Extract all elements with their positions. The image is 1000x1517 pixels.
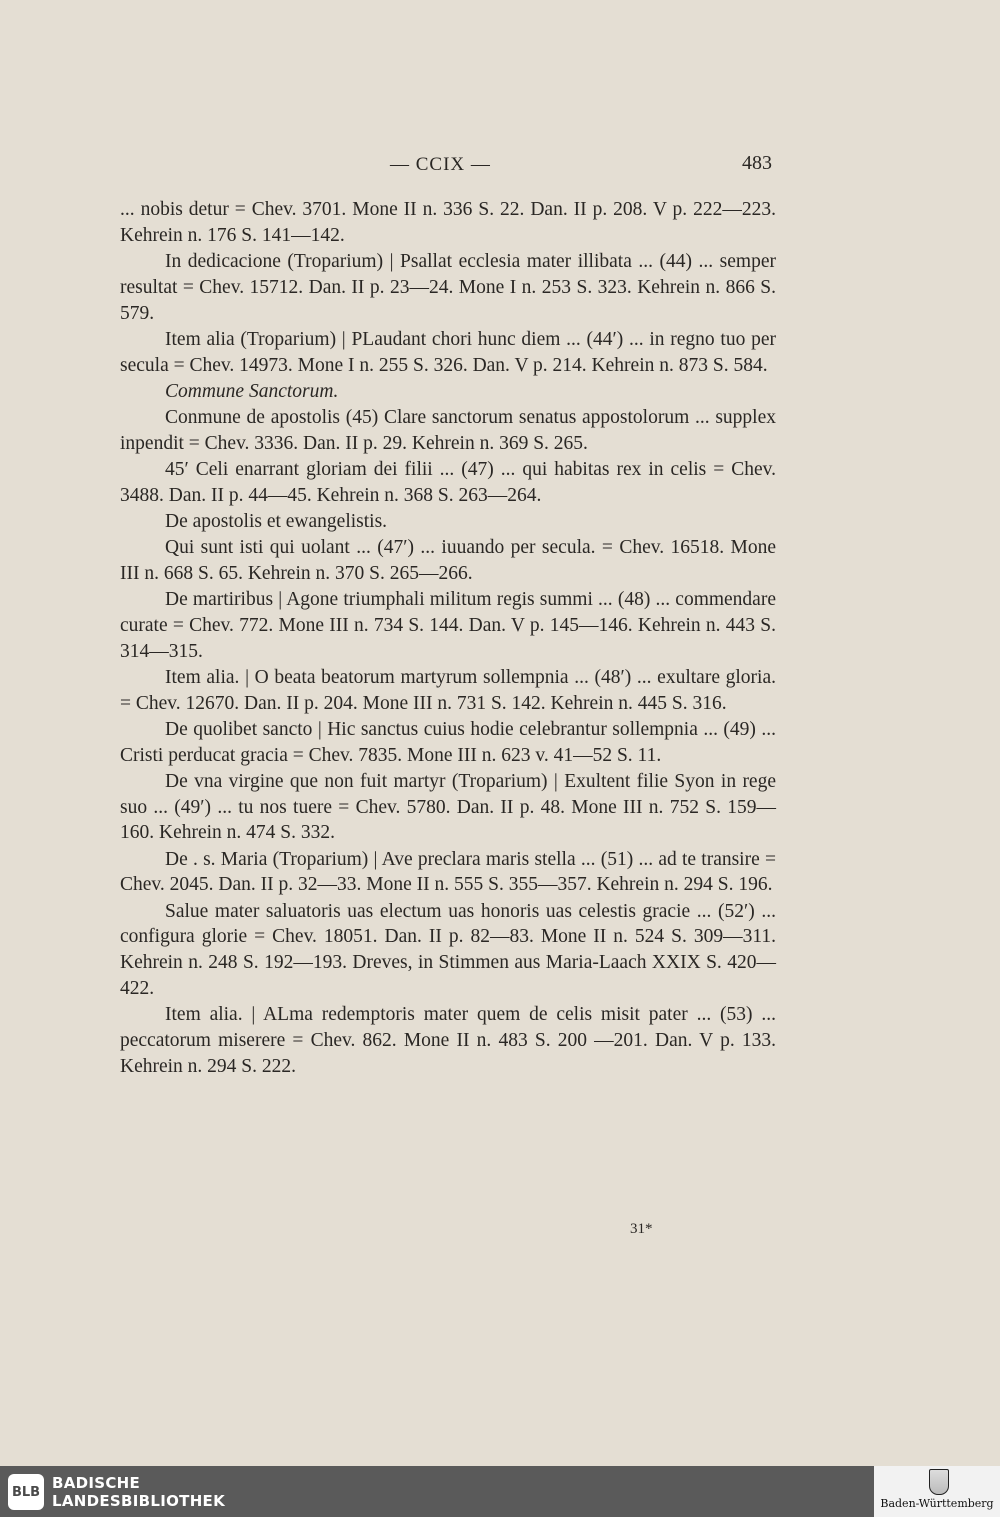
- page-number: 483: [742, 152, 772, 174]
- paragraph: Item alia. | O beata beatorum martyrum sollempnia ... (48′) ... exultare gloria. = Chev. 12670. Dan. II p. 204. Mone III n. 731 S. 142. Kehrein n. 445 S. 316.: [120, 666, 776, 714]
- signature-mark: 31*: [630, 1221, 653, 1237]
- paragraph: Conmune de apostolis (45) Clare sanctorum senatus appostolorum ... supplex inpendit = Chev. 3336. Dan. II p. 29. Kehrein n. 369 S. 265.: [120, 406, 776, 454]
- paragraph: De vna virgine que non fuit martyr (Troparium) | Exultent filie Syon in rege suo ... (49′) ... tu nos tuere = Chev. 5780. Dan. II p. 48. Mone III n. 752 S. 159—160. Kehrein n. 474 S. 332.: [120, 770, 776, 844]
- paragraph: Salue mater saluatoris uas electum uas honoris uas celestis gracie ... (52′) ... configura glorie = Chev. 18051. Dan. II p. 82—83. Mone II n. 524 S. 309—311. Kehrein n. 248 S. 192—193. Dreves, in Stimmen aus Maria-Laach XXIX S. 420—422.: [120, 900, 776, 999]
- paragraph: De martiribus | Agone triumphali militum regis summi ... (48) ... commendare curate = Chev. 772. Mone III n. 734 S. 144. Dan. V p. 145—146. Kehrein n. 443 S. 314—315.: [120, 589, 776, 662]
- library-name-line2: LANDESBIBLIOTHEK: [52, 1492, 226, 1510]
- page-header: [120, 152, 772, 178]
- state-badge[interactable]: [874, 1466, 1000, 1517]
- library-footer-bar: [0, 1466, 1000, 1517]
- paragraph: 45′ Celi enarrant gloriam dei filii ... (47) ... qui habitas rex in celis = Chev. 3488. Dan. II p. 44—45. Kehrein n. 368 S. 263—264.: [120, 458, 776, 506]
- section-heading: Commune Sanctorum.: [165, 380, 339, 402]
- running-head: — CCIX —: [390, 154, 491, 175]
- paragraph: Qui sunt isti qui uolant ... (47′) ... iuuando per secula. = Chev. 16518. Mone III n. 668 S. 65. Kehrein n. 370 S. 265—266.: [120, 537, 776, 584]
- paragraph: Item alia. | ALma redemptoris mater quem de celis misit pater ... (53) ... peccatorum miserere = Chev. 862. Mone II n. 483 S. 200 —201. Dan. V p. 133. Kehrein n. 294 S. 222.: [120, 1004, 776, 1077]
- paragraph: De . s. Maria (Troparium) | Ave preclara maris stella ... (51) ... ad te transire = Chev. 2045. Dan. II p. 32—33. Mone II n. 555 S. 355—357. Kehrein n. 294 S. 196.: [120, 848, 776, 896]
- paragraph: De apostolis et ewangelistis.: [165, 510, 388, 532]
- paragraph: De quolibet sancto | Hic sanctus cuius hodie celebrantur sollempnia ... (49) ... Cristi perducat gracia = Chev. 7835. Mone III n. 623 v. 41—52 S. 11.: [120, 718, 776, 766]
- page-body: [120, 197, 776, 1080]
- blb-logo-icon[interactable]: BLB: [8, 1474, 44, 1510]
- library-name[interactable]: [52, 1474, 225, 1510]
- state-name: Baden-Württemberg: [880, 1497, 994, 1510]
- coat-of-arms-icon: [929, 1469, 949, 1495]
- paragraph: In dedicacione (Troparium) | Psallat ecclesia mater illibata ... (44) ... semper resultat = Chev. 15712. Dan. II p. 23—24. Mone I n. 253 S. 323. Kehrein n. 866 S. 579.: [120, 250, 776, 324]
- paragraph: ... nobis detur = Chev. 3701. Mone II n. 336 S. 22. Dan. II p. 208. V p. 222—223. Kehrein n. 176 S. 141—142.: [120, 199, 776, 246]
- paragraph: Item alia (Troparium) | PLaudant chori hunc diem ... (44′) ... in regno tuo per secula = Chev. 14973. Mone I n. 255 S. 326. Dan. V p. 214. Kehrein n. 873 S. 584.: [120, 328, 776, 376]
- library-name-line1: BADISCHE: [52, 1474, 141, 1492]
